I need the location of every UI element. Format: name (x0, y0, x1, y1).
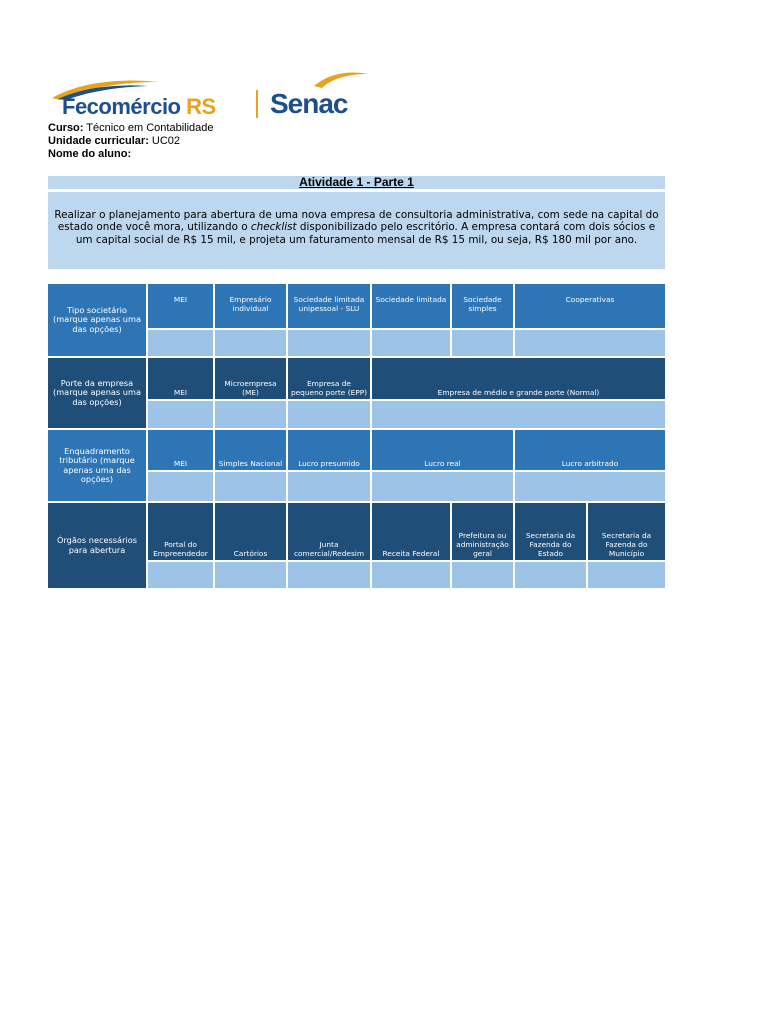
enquadramento-option-simples-nacional: Simples Nacional (215, 430, 286, 470)
tipo-option-mei: MEI (148, 284, 213, 328)
orgao-receita-federal: Receita Federal (372, 503, 450, 560)
logo-divider (256, 90, 258, 118)
enquadramento-option-lucro-real: Lucro real (372, 430, 513, 470)
curso-line: Curso: Técnico em Contabilidade (48, 122, 214, 134)
porte-option-microempresa: Microempresa (ME) (215, 358, 286, 399)
tipo-check-sociedade-limitada[interactable] (372, 330, 450, 356)
orgao-check-receita[interactable] (372, 562, 450, 588)
unidade-curricular-line: Unidade curricular: UC02 (48, 135, 181, 147)
tipo-check-cooperativas[interactable] (515, 330, 665, 356)
orgao-portal-empreendedor: Portal do Empreendedor (148, 503, 213, 560)
orgao-cartorios: Cartórios (215, 503, 286, 560)
orgao-check-junta[interactable] (288, 562, 370, 588)
orgaos-label: Órgãos necessários para abertura (48, 503, 146, 588)
orgao-check-sefaz-estado[interactable] (515, 562, 586, 588)
porte-check-epp[interactable] (288, 401, 370, 428)
tipo-option-sociedade-simples: Sociedade simples (452, 284, 513, 328)
porte-empresa-label: Porte da empresa (marque apenas uma das opções) (48, 358, 146, 428)
activity-description: Realizar o planejamento para abertura de uma nova empresa de consultoria administrativa, com sede na capital do estado onde você mora, utilizando o checklist disponibilizado pelo escritório. A empresa contará com dois sócios e um capital social de R$ 15 mil, e projeta um faturamento mensal de R$ 15 mil, ou seja, R$ 180 mil por ano. (48, 192, 665, 269)
tipo-option-empresario-individual: Empresário individual (215, 284, 286, 328)
tipo-option-slu: Sociedade limitada unipessoal - SLU (288, 284, 370, 328)
tipo-check-empresario-individual[interactable] (215, 330, 286, 356)
orgao-sefaz-estado: Secretaria da Fazenda do Estado (515, 503, 586, 560)
enquadramento-option-lucro-arbitrado: Lucro arbitrado (515, 430, 665, 470)
logo (48, 70, 378, 120)
enquadramento-option-lucro-presumido: Lucro presumido (288, 430, 370, 470)
enquadramento-option-mei: MEI (148, 430, 213, 470)
porte-check-mei[interactable] (148, 401, 213, 428)
enquadramento-check-simples-nacional[interactable] (215, 472, 286, 501)
senac-swoosh-icon (310, 70, 370, 88)
orgao-check-sefaz-municipio[interactable] (588, 562, 665, 588)
porte-check-microempresa[interactable] (215, 401, 286, 428)
enquadramento-check-mei[interactable] (148, 472, 213, 501)
tipo-check-slu[interactable] (288, 330, 370, 356)
orgao-check-portal[interactable] (148, 562, 213, 588)
activity-title: Atividade 1 - Parte 1 (48, 176, 665, 189)
porte-option-medio-grande: Empresa de médio e grande porte (Normal) (372, 358, 665, 399)
tipo-societario-label: Tipo societário (marque apenas uma das opções) (48, 284, 146, 356)
orgao-prefeitura: Prefeitura ou administração geral (452, 503, 513, 560)
porte-option-epp: Empresa de pequeno porte (EPP) (288, 358, 370, 399)
orgao-junta-comercial: Junta comercial/Redesim (288, 503, 370, 560)
enquadramento-check-lucro-arbitrado[interactable] (515, 472, 665, 501)
orgao-sefaz-municipio: Secretaria da Fazenda do Município (588, 503, 665, 560)
enquadramento-label: Enquadramento tributário (marque apenas uma das opções) (48, 430, 146, 501)
tipo-check-sociedade-simples[interactable] (452, 330, 513, 356)
fecomercio-logo-text: Fecomércio RS (62, 94, 216, 119)
enquadramento-check-lucro-real[interactable] (372, 472, 513, 501)
tipo-option-sociedade-limitada: Sociedade limitada (372, 284, 450, 328)
porte-check-medio-grande[interactable] (372, 401, 665, 428)
porte-option-mei: MEI (148, 358, 213, 399)
enquadramento-check-lucro-presumido[interactable] (288, 472, 370, 501)
tipo-check-mei[interactable] (148, 330, 213, 356)
orgao-check-cartorios[interactable] (215, 562, 286, 588)
senac-logo-text: Senac (270, 88, 348, 119)
orgao-check-prefeitura[interactable] (452, 562, 513, 588)
nome-aluno-line: Nome do aluno: (48, 148, 132, 160)
tipo-option-cooperativas: Cooperativas (515, 284, 665, 328)
